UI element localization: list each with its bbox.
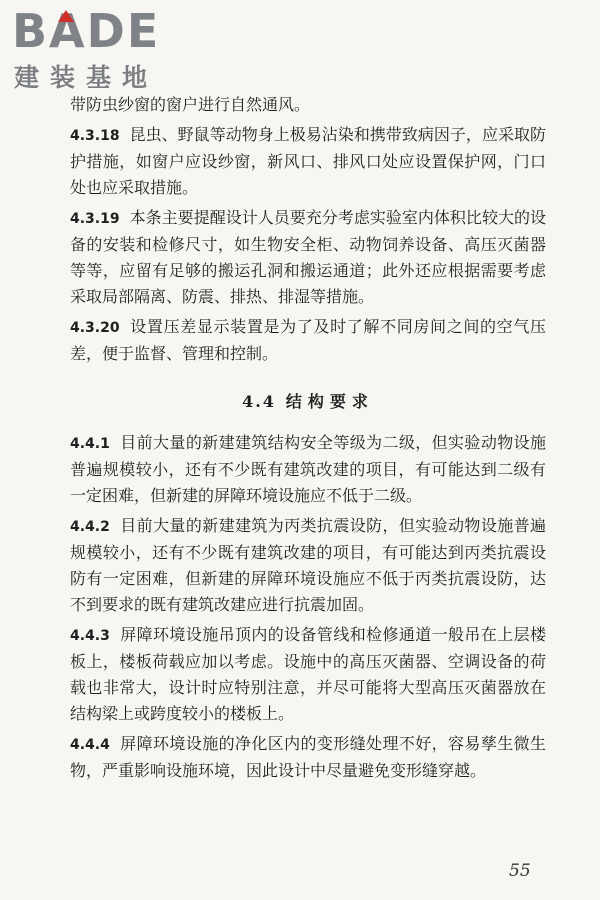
paragraph-continuation	[70, 92, 546, 118]
clause-4-3-19	[70, 205, 546, 310]
clause-number: 4.3.20	[70, 320, 120, 336]
clause-number: 4.4.4	[70, 737, 110, 753]
clause-text: 设置压差显示装置是为了及时了解不同房间之间的空气压差，便于监督、管理和控制。	[70, 317, 546, 363]
clause-number: 4.4.2	[70, 519, 110, 535]
section-title: 结构要求	[285, 392, 374, 411]
section-number: 4.4	[242, 392, 276, 411]
bade-logo	[12, 6, 182, 92]
logo-wordmark: BADE	[12, 4, 161, 58]
paragraph-text: 带防虫纱窗的窗户进行自然通风。	[70, 95, 311, 114]
clause-4-4-2	[70, 513, 546, 618]
logo-accent-triangle-icon	[58, 10, 74, 22]
clause-number: 4.4.3	[70, 628, 110, 644]
clause-number: 4.3.18	[70, 128, 120, 144]
clause-text: 目前大量的新建建筑为丙类抗震设防，但实验动物设施普遍规模较小，还有不少既有建筑改建的项目，有可能达到丙类抗震设防有一定困难，但新建的屏障环境设施应不低于丙类抗震设防，达不到要求的既有建筑改建应进行抗震加固。	[70, 516, 546, 614]
page-content	[70, 92, 546, 788]
clause-text: 昆虫、野鼠等动物身上极易沾染和携带致病因子，应采取防护措施，如窗户应设纱窗，新风口、排风口处应设置保护网，门口处也应采取措施。	[70, 125, 546, 197]
clause-text: 屏障环境设施的净化区内的变形缝处理不好，容易孳生微生物，严重影响设施环境，因此设计中尽量避免变形缝穿越。	[70, 734, 546, 780]
clause-number: 4.3.19	[70, 211, 120, 227]
clause-number: 4.4.1	[70, 436, 110, 452]
clause-4-3-18	[70, 122, 546, 201]
clause-4-4-3	[70, 622, 546, 727]
logo-subtitle: 建装基地	[14, 63, 159, 92]
clause-4-3-20	[70, 314, 546, 367]
clause-4-4-1	[70, 430, 546, 509]
clause-4-4-4	[70, 731, 546, 784]
clause-text: 屏障环境设施吊顶内的设备管线和检修通道一般吊在上层楼板上，楼板荷载应加以考虑。设施中的高压灭菌器、空调设备的荷载也非常大，设计时应特别注意，并尽可能将大型高压灭菌器放在结构梁上或跨度较小的楼板上。	[70, 625, 546, 723]
section-heading	[70, 389, 546, 412]
clause-text: 本条主要提醒设计人员要充分考虑实验室内体积比较大的设备的安装和检修尺寸，如生物安全柜、动物饲养设备、高压灭菌器等等，应留有足够的搬运孔洞和搬运通道；此外还应根据需要考虑采取局部隔离、防震、排热、排湿等措施。	[70, 208, 546, 306]
page-number: 55	[509, 861, 531, 881]
clause-text: 目前大量的新建建筑结构安全等级为二级，但实验动物设施普遍规模较小，还有不少既有建筑改建的项目，有可能达到二级有一定困难，但新建的屏障环境设施应不低于二级。	[70, 433, 546, 505]
